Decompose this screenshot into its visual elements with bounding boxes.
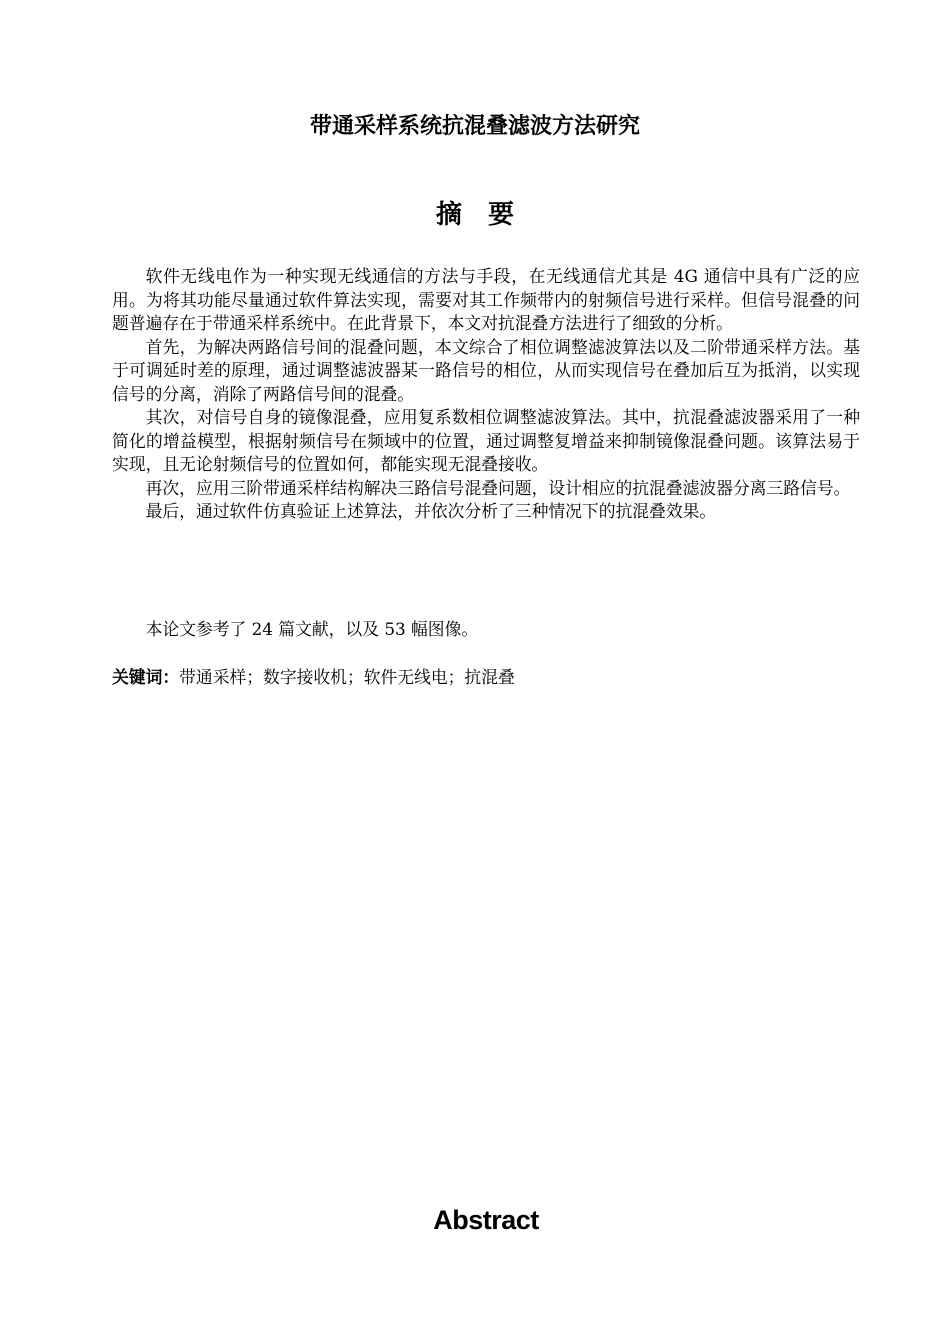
abstract-paragraph-3: 其次，对信号自身的镜像混叠，应用复系数相位调整滤波算法。其中，抗混叠滤波器采用了一种简化的增益模型，根据射频信号在频域中的位置，通过调整复增益来抑制镜像混叠问题。该算法易于实现，且无论射频信号的位置如何，都能实现无混叠接收。	[112, 407, 860, 474]
keywords-text: 带通采样；数字接收机；软件无线电；抗混叠	[179, 667, 515, 687]
abstract-heading: 摘要	[435, 200, 540, 230]
english-abstract-heading: Abstract	[433, 1205, 539, 1235]
thesis-title: 带通采样系统抗混叠滤波方法研究	[309, 114, 640, 139]
abstract-paragraph-5: 最后，通过软件仿真验证上述算法，并依次分析了三种情况下的抗混叠效果。	[145, 501, 717, 521]
abstract-paragraph-2: 首先，为解决两路信号间的混叠问题，本文综合了相位调整滤波算法以及二阶带通采样方法。基于可调延时差的原理，通过调整滤波器某一路信号的相位，从而实现信号在叠加后互为抵消，以实现信号的分离，消除了两路信号间的混叠。	[112, 336, 860, 404]
keywords-line	[112, 666, 860, 690]
abstract-paragraph-1: 软件无线电作为一种实现无线通信的方法与手段，在无线通信尤其是 4G 通信中具有广泛的应用。为将其功能尽量通过软件算法实现，需要对其工作频带内的射频信号进行采样。但信号混叠的问题普遍存在于带通采样系统中。在此背景下，本文对抗混叠方法进行了细致的分析。	[112, 266, 860, 333]
abstract-paragraph-4: 再次，应用三阶带通采样结构解决三路信号混叠问题，设计相应的抗混叠滤波器分离三路信号。	[145, 477, 851, 498]
references-note: 本论文参考了 24 篇文献，以及 53 幅图像。	[145, 619, 479, 639]
keywords-label: 关键词：	[112, 667, 180, 687]
abstract-body	[112, 265, 860, 524]
